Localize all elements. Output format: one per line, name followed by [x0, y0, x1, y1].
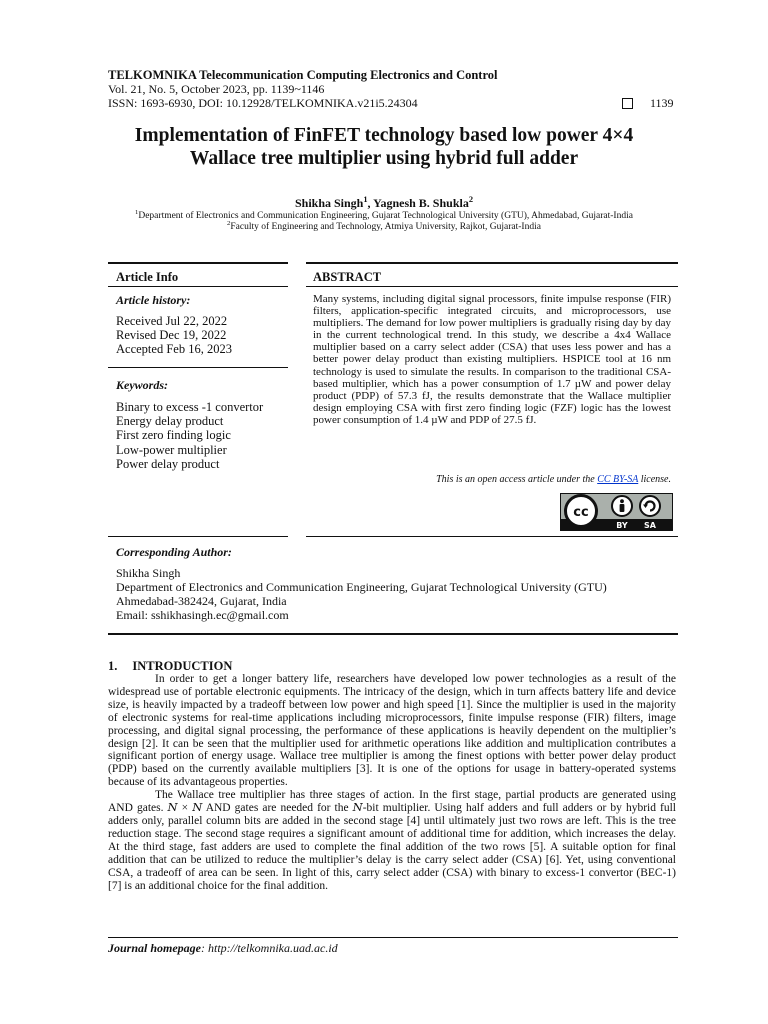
homepage-label: Journal homepage: [108, 941, 202, 955]
volume-info: Vol. 21, No. 5, October 2023, pp. 1139~1146: [108, 82, 325, 96]
section-number: 1.: [108, 659, 118, 673]
share-alike-icon: [640, 496, 660, 516]
keywords-divider: [108, 367, 288, 368]
journal-homepage: [108, 941, 338, 956]
author-name: Shikha Singh: [294, 196, 364, 210]
keyword: Binary to excess -1 convertor: [116, 400, 264, 414]
affiliation-text: Faculty of Engineering and Technology, Atmiya University, Rajkot, Gujarat-India: [230, 222, 541, 232]
article-info-divider: [108, 286, 288, 287]
license-statement: [313, 474, 671, 485]
cc-by-sa-badge[interactable]: [560, 493, 673, 531]
page-number: 1139: [650, 96, 674, 110]
homepage-url[interactable]: : http://telkomnika.uad.ac.id: [201, 941, 338, 955]
affiliation-mark: 1: [135, 208, 139, 216]
corresponding-bottom-rule: [108, 633, 678, 635]
abstract-top-rule: [306, 262, 678, 264]
corresponding-department: Department of Electronics and Communication Engineering, Gujarat Technological University (GTU): [116, 580, 607, 595]
corresponding-rule-right: [306, 536, 678, 537]
keyword-list: [116, 400, 263, 471]
article-info-heading: Article Info: [116, 270, 179, 284]
article-history-list: [116, 314, 232, 357]
license-prefix: This is an open access article under the: [436, 474, 598, 485]
author-separator: ,: [367, 196, 374, 210]
corresponding-rule-left: [108, 536, 288, 537]
section-title: INTRODUCTION: [132, 659, 233, 673]
article-info-top-rule: [108, 262, 288, 264]
intro-paragraph: The Wallace tree multiplier has three stages of action. In the first stage, partial products are generated using AND gates. 𝑁 × 𝑁 AND gates are needed for the 𝑁-bit multiplier. Using half adders and full adders or by hybrid full adders only, parallel column bits are added in the second stage [4] until ultimately just two rows are left. This is the tree reduction stage. The second stage requires a significant amount of additional time for addition, which increases the delay. At the third stage, fast adders are used to complete the final addition of the two rows [5]. A suitable option for final addition that can be utilized to reduce the multiplier’s delay is the carry select adder (CSA) [6]. Yet, using conventional CSA, a tradeoff of area can be seen. In light of this, carry select adder (CSA) with binary to excess-1 convertor (BEC-1) [7] is an additional choice for the final addition.: [108, 789, 676, 892]
sa-label: SA: [644, 521, 656, 530]
keyword: Energy delay product: [116, 414, 224, 429]
abstract-text: Many systems, including digital signal processors, finite impulse response (FIR) filters, application-specific integrated circuits, and microprocessors, use multipliers. The demand for low power multipliers is gradually rising day by day in the current technological trend. In this study, we describe a 4x4 Wallace multiplier based on a carry select adder (CSA) that uses less power and has a better power delay product than existing multipliers. HSPICE tool at 16 nm technology is used to simulate the results. In comparison to the traditional CSA-based multiplier, which has a power consumption of 1.7 µW and power delay product (PDP) of 57.3 fJ, the results demonstrate that the Wallace multiplier design employing CSA with first zero finding logic (FZF) logic has the lowest power consumption of 1.4 µW and PDP of 27.5 fJ.: [313, 293, 671, 426]
article-history-label: Article history:: [116, 293, 191, 307]
intro-paragraph: In order to get a longer battery life, researchers have developed low power technologies as a result of the widespread use of portable electronic equipments. The intricacy of the design, which in turn affects battery life and device size, is heavily impacted by a tradeoff between low power and high speed [1]. Since the multiplier is used in the majority of electronic systems for real-time applications including microprocessors, finite impulse response (FIR) filters, image processing, and digital signal processing, the performance of these applications is heavily dependent on the multiplier’s design [2]. It can be seen that the multiplier used for arithmetic operations like addition and multiplication contributes a significant portion of energy usage. Wallace tree multiplier is among the finest options with better power delay product (PDP) based on the currently available multipliers [3]. It is one of the options for usage in battery-operated systems because of its advantageous properties.: [108, 673, 676, 789]
square-icon: [622, 98, 633, 109]
author-affiliation-mark: 1: [363, 195, 368, 204]
cc-logo-text: cc: [573, 505, 589, 520]
license-suffix: license.: [638, 474, 671, 485]
corresponding-email: Email: sshikhasingh.ec@gmail.com: [116, 608, 289, 623]
license-link[interactable]: CC BY-SA: [597, 474, 639, 485]
corresponding-address: Ahmedabad-382424, Gujarat, India: [116, 594, 287, 609]
abstract-heading: ABSTRACT: [313, 270, 382, 284]
affiliation-mark: 2: [227, 219, 231, 227]
keyword: Power delay product: [116, 456, 220, 471]
abstract-divider: [306, 286, 678, 287]
keywords-label: Keywords:: [116, 378, 168, 392]
history-entry: Received Jul 22, 2022: [116, 314, 228, 328]
title-line-2: Wallace tree multiplier using hybrid full adder: [189, 148, 579, 169]
cc-badge-graphic: [561, 494, 672, 530]
corresponding-name: Shikha Singh: [116, 566, 181, 580]
journal-name: TELKOMNIKA Telecommunication Computing Electronics and Control: [108, 68, 498, 82]
issn-doi: ISSN: 1693-6930, DOI: 10.12928/TELKOMNIKA.v21i5.24304: [108, 96, 418, 110]
author-affiliation-mark: 2: [468, 195, 474, 204]
title-line-1: Implementation of FinFET technology based low power 4×4: [134, 125, 634, 146]
corresponding-author-details: [116, 566, 676, 622]
by-label: BY: [616, 521, 628, 530]
keyword: First zero finding logic: [116, 428, 231, 443]
introduction-body: [108, 673, 676, 892]
section-heading: [108, 659, 232, 674]
author-name: Yagnesh B. Shukla: [373, 196, 469, 210]
author-list: [100, 196, 668, 211]
corresponding-author-label: Corresponding Author:: [116, 545, 232, 559]
affiliation-text: Department of Electronics and Communication Engineering, Gujarat Technological University (GTU), Ahmedabad, Gujarat-India: [138, 211, 633, 221]
affiliation: [90, 219, 678, 232]
footer-rule: [108, 937, 678, 938]
affiliation: [90, 208, 678, 221]
history-entry: Accepted Feb 16, 2023: [116, 342, 232, 357]
paper-title: [100, 124, 668, 170]
history-entry: Revised Dec 19, 2022: [116, 328, 227, 343]
keyword: Low-power multiplier: [116, 442, 227, 457]
